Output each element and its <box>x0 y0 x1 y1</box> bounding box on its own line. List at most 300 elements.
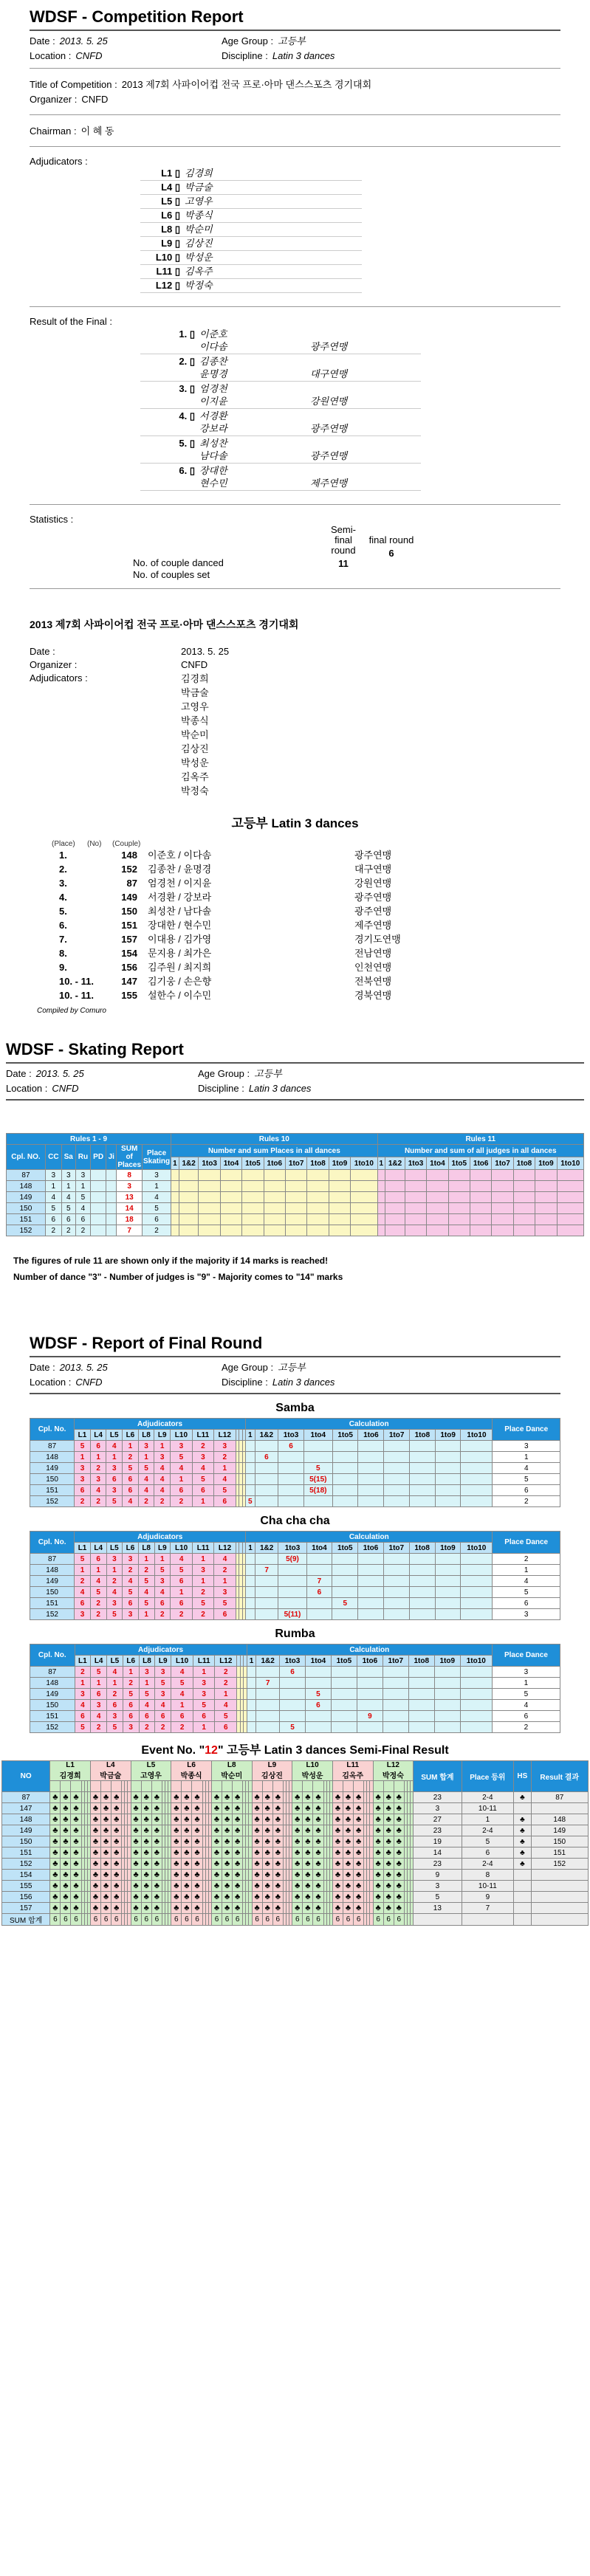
rule11-cell <box>405 1214 426 1225</box>
skating-dance-place: 6 <box>45 1214 61 1225</box>
result-region: 광주연맹 <box>354 892 392 903</box>
dance-mark: 3 <box>123 1554 139 1565</box>
skating-report: WDSF - Skating Report Date : 2013. 5. 25 Age Group : 고등부 Location : CNFD Discipline : Latin 3 dances Rules 1 - 9 Rules 10 Rules 11 Cpl. NO. CC Sa Ru PD Ji SUM of Places Place Skating Number and sum Places in all dances Number and sum of all judges in all dances 1 1&2 1to3 1to4 1to5 1to6 1to7 1to8 1to9 1to10 1 1&2 1to3 1to4 1to5 1to6 1to7 1to8 1to9 1to10 87 3 3 3 8 3 148 1 1 1 3 1 149 4 4 5 13 4 150 5 5 4 14 5 151 6 6 6 18 6 152 2 2 2 7 2 The figures of rule 11 are shown only if the majority if 14 marks is reached! Number of dance "3" - Number of judges is "9" - Majority comes to "14" marks <box>0 1033 590 1282</box>
spade-icon: ♣ <box>313 1870 323 1881</box>
dance-calc <box>409 1609 435 1620</box>
spade-icon: ♣ <box>101 1836 112 1847</box>
dance-mark: 1 <box>90 1565 106 1576</box>
dance-calc <box>435 1587 461 1598</box>
dance-calc-header: Calculation <box>247 1645 492 1656</box>
summary-title: 2013 제7회 사파이어컵 전국 프로·아마 댄스스포츠 경기대회 <box>30 619 299 630</box>
dance-mark: 3 <box>106 1598 123 1609</box>
dance-calc <box>384 1485 410 1496</box>
dance-calc <box>434 1667 460 1678</box>
dance-mark: 5 <box>138 1463 154 1474</box>
meta-location-row: Location : CNFD Discipline : Latin 3 dances <box>30 50 335 61</box>
spade-icon: ♣ <box>354 1859 364 1870</box>
dance-mark: 2 <box>171 1722 193 1733</box>
dance-calc <box>303 1452 332 1463</box>
dance-calc <box>305 1711 331 1722</box>
final-round-title: WDSF - Report of Final Round <box>30 1334 263 1352</box>
rule11-cell <box>535 1192 557 1203</box>
dance-cpl-header: Cpl. No. <box>30 1419 75 1441</box>
spade-icon: ♣ <box>171 1892 182 1903</box>
spade-icon: ♣ <box>343 1792 353 1803</box>
dance-mark: 2 <box>193 1587 214 1598</box>
dance-mark: 5 <box>154 1565 171 1576</box>
spade-icon: ♣ <box>233 1881 243 1892</box>
spade-icon: ♣ <box>354 1892 364 1903</box>
dance-header-row <box>30 1656 560 1667</box>
spade-icon: ♣ <box>252 1825 262 1836</box>
spade-icon: ♣ <box>292 1892 303 1903</box>
spade-icon: ♣ <box>343 1814 353 1825</box>
rule10-cell <box>329 1181 350 1192</box>
skating-row <box>7 1192 584 1203</box>
dance-calc <box>358 1598 384 1609</box>
final-partner-a: 서경환 <box>199 410 227 421</box>
dance-table <box>30 1644 560 1733</box>
sf-judge-code: L10 <box>306 1761 319 1769</box>
spade-icon: ♣ <box>373 1870 383 1881</box>
dance-calc <box>278 1474 304 1485</box>
rule11-cell <box>377 1181 385 1192</box>
dance-calc <box>357 1722 383 1733</box>
dance-mark: 4 <box>123 1496 139 1507</box>
dance-row <box>30 1667 560 1678</box>
spade-icon: ♣ <box>112 1836 122 1847</box>
result-place: 10. - 11. <box>59 976 94 987</box>
skating-dance-place: 4 <box>75 1203 90 1214</box>
rule11-col: 1to8 <box>513 1157 535 1170</box>
adj-code-col: L9 <box>155 1656 171 1667</box>
dance-mark: 2 <box>138 1496 154 1507</box>
skating-dance-place: 1 <box>61 1181 75 1192</box>
final-line <box>140 464 421 477</box>
calc-col: 1&2 <box>256 1656 280 1667</box>
final-line <box>140 340 421 353</box>
rule11-cell <box>535 1225 557 1236</box>
spade-icon: ♣ <box>141 1859 151 1870</box>
spade-icon: ♣ <box>71 1836 81 1847</box>
dance-mark: 2 <box>154 1609 171 1620</box>
final-line <box>140 450 421 462</box>
dance-calc <box>246 1565 255 1576</box>
calc-col: 1to5 <box>332 1543 358 1554</box>
dance-mark: 6 <box>215 1722 237 1733</box>
final-round-report: WDSF - Report of Final Round Date : 2013. 5. 25 Age Group : 고등부 Location : CNFD Discipline : Latin 3 dances Samba Cpl. No. Adjudicators Calculation Place Dance L1 L4 L5 L6 L8 L9 L10 L11 L12 1 1&2 1to3 1to4 1to5 1to6 1to7 1to8 1to9 1to10 87 5 6 4 1 3 1 3 2 3 6 3 148 1 1 1 2 1 3 5 3 2 6 1 149 3 2 3 5 5 4 4 4 1 5 4 150 3 3 6 6 4 4 1 5 4 5(15) 5 151 6 4 3 6 4 4 6 6 5 5(18) 6 152 2 2 5 4 2 2 2 1 6 5 2 Cha cha cha Cpl. No. Adjudicators Calculation Place Dance L1 L4 L5 L6 L8 L9 L10 L11 L12 1 1&2 1to3 1to4 1to5 1to6 1to7 1to8 1to9 1to10 87 5 6 3 3 1 1 4 1 4 5(9) 2 148 1 1 1 2 2 5 5 3 2 7 1 149 2 4 2 4 5 3 6 1 1 7 4 150 4 5 4 5 4 4 1 2 3 6 5 151 6 2 3 6 5 6 6 5 5 5 6 152 3 2 5 3 1 2 2 2 6 5(11) 3 Rumba Cpl. No. Adjudicators Calculation Place Dance L1 L4 L5 L6 L8 L9 L10 L11 L12 1 1&2 1to3 1to4 1to5 1to6 1to7 1to8 1to9 1to10 87 2 5 4 1 3 3 4 1 2 6 3 148 1 1 1 2 1 5 5 3 2 7 1 149 3 6 2 5 5 3 4 3 1 5 5 150 4 3 6 6 4 4 1 5 4 6 4 151 6 4 3 6 6 6 6 6 5 9 6 152 5 2 5 3 2 2 2 1 6 5 2 <box>0 1326 590 1733</box>
spade-icon: ♣ <box>90 1881 100 1892</box>
spade-icon: ♣ <box>373 1825 383 1836</box>
dance-mark: 1 <box>138 1452 154 1463</box>
dance-calc <box>461 1565 493 1576</box>
semifinal-result <box>0 1740 590 1926</box>
spade-icon: ♣ <box>211 1836 222 1847</box>
skating-cpl: 151 <box>7 1214 46 1225</box>
skating-place: 5 <box>143 1203 171 1214</box>
sf-place: 1 <box>462 1814 514 1825</box>
rule10-cell <box>220 1192 241 1203</box>
dance-row <box>30 1700 560 1711</box>
sf-no: 157 <box>2 1903 50 1914</box>
dance-mark: 4 <box>154 1463 171 1474</box>
rule10-cell <box>199 1181 220 1192</box>
dance-mark: 2 <box>192 1441 213 1452</box>
sf-summary-header: Result 결과 <box>531 1761 588 1792</box>
spade-icon: ♣ <box>394 1881 404 1892</box>
spade-icon: ♣ <box>303 1903 313 1914</box>
spade-icon: ♣ <box>233 1803 243 1814</box>
dance-place: 6 <box>492 1711 560 1722</box>
dance-mark: 5 <box>193 1598 214 1609</box>
adjudicator-code: L1 ▯ <box>161 168 180 179</box>
sf-place: 5 <box>462 1836 514 1847</box>
sf-judge-header <box>50 1761 91 1781</box>
adj-code-col: L12 <box>213 1430 236 1441</box>
dance-calc <box>383 1609 409 1620</box>
dance-mark: 2 <box>214 1565 236 1576</box>
spade-icon: ♣ <box>61 1870 71 1881</box>
dance-mark: 4 <box>139 1700 155 1711</box>
sf-sub-col <box>411 1781 414 1792</box>
dance-mark: 5 <box>91 1667 107 1678</box>
dance-calc <box>247 1700 256 1711</box>
rule10-cell <box>351 1214 377 1225</box>
dance-place: 2 <box>493 1496 560 1507</box>
calc-col: 1 <box>247 1656 256 1667</box>
rule11-col: 1to7 <box>492 1157 513 1170</box>
dance-place-header: Place Dance <box>492 1645 560 1667</box>
dance-mark: 5 <box>138 1598 154 1609</box>
sf-sub-col <box>61 1781 71 1792</box>
dance-mark: 1 <box>90 1452 106 1463</box>
dance-mark: 3 <box>171 1441 193 1452</box>
spade-icon: ♣ <box>272 1825 283 1836</box>
spade-icon: ♣ <box>211 1847 222 1859</box>
final-partner-a: 김종찬 <box>199 356 227 367</box>
adj-code-col: L8 <box>139 1656 155 1667</box>
rule10-cell <box>351 1192 377 1203</box>
sf-judge-header <box>211 1761 252 1781</box>
sf-result: 148 <box>531 1814 588 1825</box>
sf-total-cell: 6 <box>222 1914 233 1926</box>
dance-place: 5 <box>492 1689 560 1700</box>
spade-icon: ♣ <box>343 1870 353 1881</box>
spade-icon: ♣ <box>61 1836 71 1847</box>
dance-calc <box>434 1700 460 1711</box>
dance-calc <box>332 1576 358 1587</box>
result-couple: 최성찬 / 남다솔 <box>148 906 212 917</box>
rule11-cell <box>427 1170 448 1181</box>
skating-pd <box>91 1214 106 1225</box>
final-region: 광주연맹 <box>310 423 348 434</box>
dance-row <box>30 1452 560 1463</box>
dance-row <box>30 1565 560 1576</box>
calc-col: 1to5 <box>332 1430 358 1441</box>
spade-icon: ♣ <box>71 1881 81 1892</box>
sf-total-cell: 6 <box>131 1914 141 1926</box>
dance-mark: 1 <box>214 1576 236 1587</box>
result-number: 156 <box>121 962 137 973</box>
final-line <box>140 382 421 395</box>
calc-col: 1to10 <box>460 1656 492 1667</box>
dance-calc <box>332 1496 358 1507</box>
dance-mark: 3 <box>213 1441 236 1452</box>
dance-mark: 2 <box>75 1667 91 1678</box>
dance-calc <box>383 1554 409 1565</box>
dance-calc: 5 <box>245 1496 255 1507</box>
sf-no-header: NO <box>2 1761 50 1792</box>
spade-icon: ♣ <box>343 1836 353 1847</box>
dance-calc <box>256 1711 280 1722</box>
dance-mark: 2 <box>90 1598 106 1609</box>
rule11-cell <box>448 1181 470 1192</box>
sf-summary-header: HS <box>514 1761 531 1792</box>
dance-calc <box>255 1576 278 1587</box>
rule11-cell <box>470 1203 491 1214</box>
dance-cpl-header: Cpl. No. <box>30 1645 75 1667</box>
dance-calc <box>383 1700 408 1711</box>
result-region: 경기도연맹 <box>354 934 401 945</box>
summary-adjudicator: 박종식 <box>181 715 209 726</box>
dance-calc <box>408 1700 434 1711</box>
final-line <box>140 477 421 489</box>
dance-calc <box>331 1711 357 1722</box>
calc-col: 1to8 <box>409 1543 435 1554</box>
spade-icon: ♣ <box>50 1881 61 1892</box>
sf-judge-header <box>252 1761 292 1781</box>
skating-dance-place: 2 <box>75 1225 90 1236</box>
sf-sub-col <box>272 1781 283 1792</box>
spade-icon: ♣ <box>394 1847 404 1859</box>
sf-judge-code: L1 <box>66 1761 75 1769</box>
spade-icon: ♣ <box>332 1870 343 1881</box>
spade-icon: ♣ <box>71 1825 81 1836</box>
sf-total-cell: 6 <box>151 1914 162 1926</box>
calc-col: 1to7 <box>384 1430 410 1441</box>
dance-mark: 1 <box>154 1554 171 1565</box>
spade-icon: ♣ <box>303 1792 313 1803</box>
sf-row <box>2 1892 589 1903</box>
rule10-cell <box>264 1214 285 1225</box>
spade-icon: ♣ <box>131 1836 141 1847</box>
spade-icon: ♣ <box>343 1825 353 1836</box>
rule11-cell <box>513 1170 535 1181</box>
dance-calc <box>409 1565 435 1576</box>
result-place: 8. <box>59 948 67 959</box>
sf-result <box>531 1881 588 1892</box>
dance-calc <box>256 1689 280 1700</box>
dance-mark: 2 <box>91 1722 107 1733</box>
rule11-cell <box>557 1170 583 1181</box>
spade-icon: ♣ <box>354 1847 364 1859</box>
dance-calc <box>461 1576 493 1587</box>
sf-result <box>531 1903 588 1914</box>
sf-total-label: SUM 합계 <box>2 1914 50 1926</box>
sf-sub-col <box>182 1781 192 1792</box>
dance-cpl: 87 <box>30 1554 75 1565</box>
dance-mark: 3 <box>106 1554 123 1565</box>
dance-cpl: 152 <box>30 1609 75 1620</box>
result-region: 인천연맹 <box>354 962 392 973</box>
dance-mark: 2 <box>75 1496 91 1507</box>
skating-table <box>6 1133 584 1236</box>
spade-icon: ♣ <box>131 1892 141 1903</box>
spade-icon: ♣ <box>343 1803 353 1814</box>
dance-mark: 5 <box>75 1722 91 1733</box>
dance-place: 3 <box>493 1609 560 1620</box>
adjudicators-list <box>140 167 362 293</box>
spade-icon: ♣ <box>292 1903 303 1914</box>
dance-mark: 2 <box>90 1609 106 1620</box>
final-place-blank <box>140 450 199 462</box>
sf-no: 152 <box>2 1859 50 1870</box>
dance-row <box>30 1722 560 1733</box>
dance-calc <box>461 1598 493 1609</box>
dance-mark: 5 <box>107 1722 123 1733</box>
rule10-cell <box>171 1192 179 1203</box>
dance-calc <box>357 1678 383 1689</box>
spade-icon: ♣ <box>354 1903 364 1914</box>
dance-calc <box>358 1587 384 1598</box>
rule11-cell <box>385 1181 405 1192</box>
dance-mark: 6 <box>171 1576 193 1587</box>
spade-icon: ♣ <box>141 1836 151 1847</box>
spade-icon: ♣ <box>101 1870 112 1881</box>
stat-col-semifinal: Semi-final round <box>331 524 356 556</box>
adj-code-col: L8 <box>138 1543 154 1554</box>
dance-calc: 7 <box>255 1565 278 1576</box>
calc-col: 1to4 <box>306 1543 332 1554</box>
sf-row <box>2 1870 589 1881</box>
spade-icon: ♣ <box>192 1825 202 1836</box>
dance-calc <box>409 1485 435 1496</box>
dance-calc <box>278 1452 304 1463</box>
final-partner-b: 이다솜 <box>199 341 227 352</box>
dance-calc <box>460 1689 492 1700</box>
result-region: 경북연맹 <box>354 990 392 1001</box>
sf-sub-col <box>313 1781 323 1792</box>
spade-icon: ♣ <box>354 1792 364 1803</box>
dance-mark: 3 <box>91 1700 107 1711</box>
result-region: 광주연맹 <box>354 906 392 917</box>
sf-sub-col <box>303 1781 313 1792</box>
rule11-col: 1to9 <box>535 1157 557 1170</box>
sf-sub-col <box>71 1781 81 1792</box>
dance-calc <box>384 1452 410 1463</box>
spade-icon: ♣ <box>211 1903 222 1914</box>
spade-icon: ♣ <box>373 1892 383 1903</box>
dance-calc <box>435 1576 461 1587</box>
spade-icon: ♣ <box>332 1847 343 1859</box>
dance-mark: 4 <box>107 1667 123 1678</box>
dance-mark: 4 <box>171 1554 193 1565</box>
dance-calc <box>434 1678 460 1689</box>
sf-judge-header <box>171 1761 212 1781</box>
spade-icon: ♣ <box>141 1870 151 1881</box>
sf-result: 87 <box>531 1792 588 1803</box>
rule10-cell <box>264 1170 285 1181</box>
dance-header-row <box>30 1419 560 1430</box>
spade-icon: ♣ <box>61 1859 71 1870</box>
adj-code-col: L1 <box>75 1430 91 1441</box>
spade-icon: ♣ <box>252 1836 262 1847</box>
rule11-cell <box>427 1192 448 1203</box>
spade-icon: ♣ <box>292 1836 303 1847</box>
spade-icon: ♣ <box>112 1814 122 1825</box>
skating-sum: 7 <box>117 1225 143 1236</box>
dance-calc <box>408 1667 434 1678</box>
rule10-cell <box>179 1214 199 1225</box>
skating-col-header: Cpl. NO. <box>7 1145 46 1170</box>
result-number: 152 <box>121 864 137 875</box>
rule10-cell <box>307 1203 329 1214</box>
dance-calc <box>384 1474 410 1485</box>
dance-calc <box>247 1711 256 1722</box>
calc-col: 1to9 <box>434 1656 460 1667</box>
sf-hs: ♣ <box>514 1792 531 1803</box>
calc-col: 1to3 <box>280 1656 306 1667</box>
spade-icon: ♣ <box>272 1803 283 1814</box>
dance-mark: 6 <box>171 1711 193 1722</box>
dance-calc <box>280 1700 306 1711</box>
spade-icon: ♣ <box>303 1836 313 1847</box>
spade-icon: ♣ <box>192 1881 202 1892</box>
spade-icon: ♣ <box>151 1859 162 1870</box>
spade-icon: ♣ <box>112 1847 122 1859</box>
rule10-col: 1to10 <box>351 1157 377 1170</box>
dance-calc <box>245 1463 255 1474</box>
skating-col-header: CC <box>45 1145 61 1170</box>
dance-mark: 5 <box>171 1565 193 1576</box>
rule11-cell <box>513 1192 535 1203</box>
spade-icon: ♣ <box>131 1825 141 1836</box>
sf-total-cell: 6 <box>313 1914 323 1926</box>
dance-mark: 6 <box>193 1711 215 1722</box>
sf-hs: ♣ <box>514 1825 531 1836</box>
spade-icon: ♣ <box>50 1825 61 1836</box>
stat-semifinal-value: 11 <box>338 558 349 569</box>
spade-icon: ♣ <box>141 1814 151 1825</box>
final-line <box>140 355 421 368</box>
spade-icon: ♣ <box>222 1859 233 1870</box>
rule11-cell <box>427 1203 448 1214</box>
adjudicator-row <box>140 237 362 251</box>
spade-icon: ♣ <box>303 1803 313 1814</box>
spade-icon: ♣ <box>182 1870 192 1881</box>
dance-calc <box>245 1452 255 1463</box>
spade-icon: ♣ <box>222 1814 233 1825</box>
dance-place: 4 <box>492 1700 560 1711</box>
spade-icon: ♣ <box>272 1847 283 1859</box>
spade-icon: ♣ <box>332 1881 343 1892</box>
spade-icon: ♣ <box>373 1859 383 1870</box>
dance-mark: 6 <box>123 1711 139 1722</box>
sf-total-cell: 6 <box>50 1914 61 1926</box>
spade-icon: ♣ <box>182 1859 192 1870</box>
dance-calc <box>332 1554 358 1565</box>
rule10-cell <box>179 1225 199 1236</box>
dance-calc <box>278 1587 306 1598</box>
spade-icon: ♣ <box>262 1903 272 1914</box>
dance-row <box>30 1689 560 1700</box>
skating-col-header: SUM of Places <box>117 1145 142 1169</box>
sf-judge-name: 박순미 <box>221 1772 243 1780</box>
dance-calc <box>383 1667 408 1678</box>
dance-calc <box>383 1711 408 1722</box>
sf-no: 148 <box>2 1814 50 1825</box>
sf-total-cell: 6 <box>262 1914 272 1926</box>
